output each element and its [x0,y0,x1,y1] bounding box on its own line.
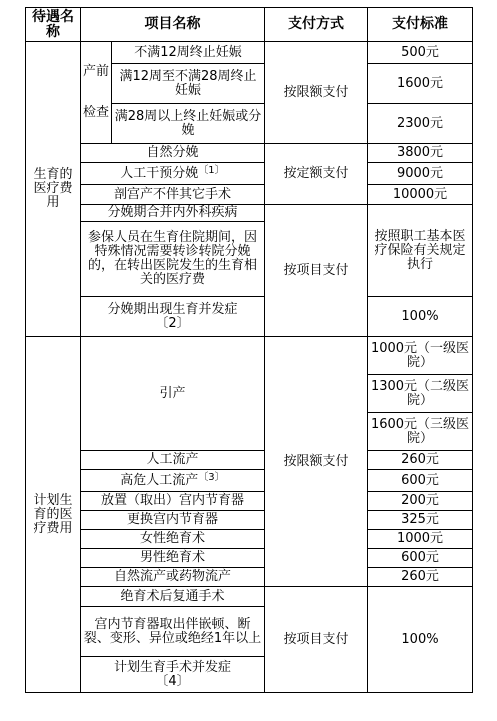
planning-item-standard: 1600元（三级医院） [368,413,473,451]
table-row [26,530,473,549]
planning-category: 计划生育的医疗费用 [26,337,81,693]
planning-item-name: 女性绝育术 [81,530,265,549]
table-row [26,587,473,607]
project-item-name: 参保人员在生育住院期间，因特殊情况需要转诊转院分娩的，在转出医院发生的生育相关的医疗费 [81,222,265,297]
planning-project-item-name: 宫内节育器取出伴嵌顿、断裂、变形、异位或绝经1年以上 [81,607,265,657]
planning-item-name: 自然流产或药物流产 [81,568,265,587]
footnote-marker: 〔1〕 [198,164,225,176]
table-row [26,511,473,530]
planning-item-standard: 325元 [368,511,473,530]
prenatal-label-bottom: 检查 [83,105,110,120]
planning-item-standard: 600元 [368,470,473,492]
planning-item-name [81,470,265,492]
planning-item-standard: 1300元（二级医院） [368,375,473,413]
prenatal-item-standard: 2300元 [368,104,473,144]
footnote-marker: 〔4〕 [155,673,190,689]
planning-item-standard: 200元 [368,492,473,511]
delivery-item-standard: 3800元 [368,144,473,163]
planning-item-label: 高危人工流产 [120,472,199,488]
prenatal-label [81,42,112,144]
planning-item-name: 放置（取出）宫内节育器 [81,492,265,511]
table-row [26,451,473,470]
prenatal-item-standard: 1600元 [368,64,473,104]
maternity-project-standard-b: 100% [368,297,473,337]
planning-project-item-name [81,657,265,693]
planning-item-standard: 600元 [368,549,473,568]
planning-item-name: 引产 [81,337,265,451]
delivery-item-label: 人工干预分娩 [120,165,199,181]
prenatal-item-name: 满12周至不满28周终止妊娠 [112,64,265,104]
planning-limited-method: 按限额支付 [265,337,368,587]
delivery-item-name: 自然分娩 [81,144,265,163]
planning-item-standard: 1000元（一级医院） [368,337,473,375]
footnote-marker: 〔2〕 [155,315,190,331]
planning-project-standard: 100% [368,587,473,693]
table-row [26,337,473,375]
table-row [26,42,473,64]
payment-standard-table [25,7,473,693]
payment-standard-table-container [25,7,473,693]
project-item-name [81,297,265,337]
prenatal-item-name: 不满12周终止妊娠 [112,42,265,64]
table-row [26,163,473,185]
planning-item-name: 男性绝育术 [81,549,265,568]
maternity-project-method: 按项目支付 [265,205,368,337]
planning-item-name: 人工流产 [81,451,265,470]
prenatal-method: 按限额支付 [265,42,368,144]
table-header-row [26,8,473,42]
header-item: 项目名称 [81,8,265,42]
prenatal-label-top: 产前 [83,64,110,79]
table-row [26,470,473,492]
maternity-project-standard: 按照职工基本医疗保险有关规定执行 [368,205,473,297]
table-row [26,205,473,222]
table-row [26,144,473,163]
planning-item-name: 更换宫内节育器 [81,511,265,530]
prenatal-item-standard: 500元 [368,42,473,64]
planning-project-item-label: 计划生育手术并发症 [113,659,231,675]
delivery-item-standard: 10000元 [368,185,473,205]
maternity-category: 生育的医疗费用 [26,42,81,337]
delivery-method: 按定额支付 [265,144,368,205]
planning-item-standard: 260元 [368,568,473,587]
project-item-name: 分娩期合并内外科疾病 [81,205,265,222]
planning-item-standard: 1000元 [368,530,473,549]
planning-project-method: 按项目支付 [265,587,368,693]
table-row [26,549,473,568]
header-standard: 支付标准 [368,8,473,42]
delivery-item-standard: 9000元 [368,163,473,185]
table-row [26,185,473,205]
header-method: 支付方式 [265,8,368,42]
delivery-item-name [81,163,265,185]
planning-project-item-name: 绝育术后复通手术 [81,587,265,607]
header-category: 待遇名称 [26,8,81,42]
planning-item-standard: 260元 [368,451,473,470]
project-item-label: 分娩期出现生育并发症 [107,301,238,317]
table-row [26,568,473,587]
table-row [26,297,473,317]
table-row [26,492,473,511]
footnote-marker: 〔3〕 [198,471,225,483]
delivery-item-name: 剖宫产不伴其它手术 [81,185,265,205]
prenatal-item-name: 满28周以上终止妊娠或分娩 [112,104,265,144]
